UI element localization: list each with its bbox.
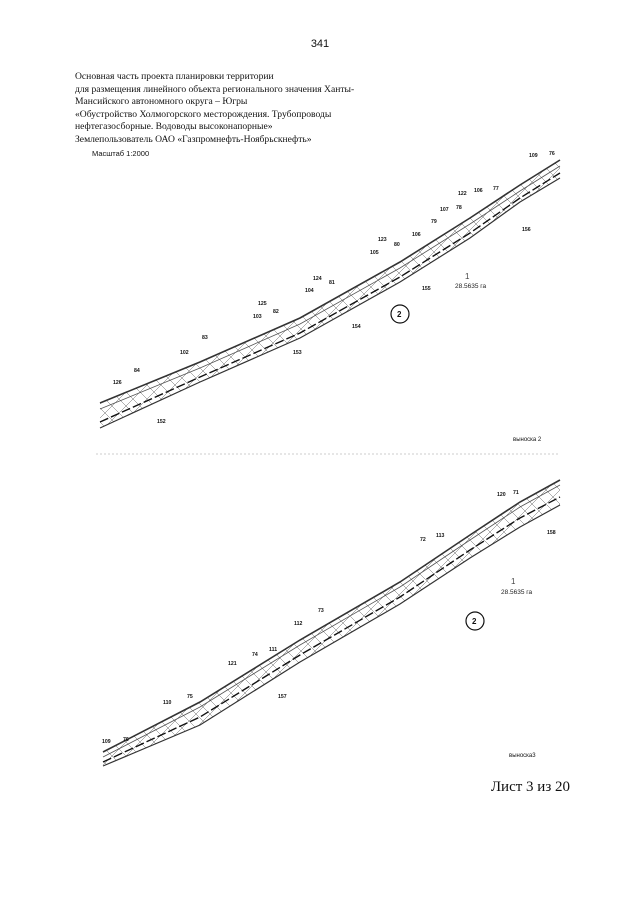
- point-label: 72: [420, 537, 426, 543]
- point-label: 77: [493, 186, 499, 192]
- point-label: 111: [269, 647, 278, 653]
- point-label: 120: [497, 492, 506, 498]
- point-label: 80: [394, 242, 400, 248]
- point-label: 153: [293, 350, 302, 356]
- area-number: 1: [465, 272, 470, 281]
- point-label: 71: [513, 490, 519, 496]
- callout-label: выноска 2: [513, 437, 542, 443]
- boundary-line: [100, 166, 560, 409]
- point-label: 104: [305, 288, 314, 294]
- area-value: 28.5635 га: [501, 589, 533, 596]
- header-line: Землепользователь ОАО «Газпромнефть-Ноябрьскнефть»: [75, 133, 312, 145]
- header-line: Основная часть проекта планировки территории: [75, 71, 274, 82]
- point-label: 106: [412, 232, 421, 238]
- map-panel-1: [96, 151, 560, 454]
- corridor-fill: [103, 480, 560, 766]
- area-number: 1: [511, 577, 516, 586]
- point-label: 113: [436, 533, 445, 539]
- point-label: 103: [253, 314, 262, 320]
- page-number: 341: [310, 38, 330, 50]
- point-label: 83: [202, 335, 208, 341]
- point-label: 123: [378, 237, 387, 243]
- point-label: 84: [134, 368, 140, 374]
- point-label: 112: [294, 621, 303, 627]
- point-label: 81: [329, 280, 335, 286]
- point-label: 76: [549, 151, 555, 157]
- point-label: 74: [252, 652, 258, 658]
- header-line: «Обустройство Холмогорского месторождения. Трубопроводы: [75, 108, 332, 120]
- point-label: 76: [123, 737, 129, 743]
- header-line: Мансийского автономного округа – Югры: [75, 96, 248, 107]
- map-panel-2: [102, 480, 560, 766]
- point-label: 156: [522, 227, 531, 233]
- point-label: 82: [273, 309, 279, 315]
- point-label: 110: [163, 700, 172, 706]
- callout-label: выноска3: [509, 753, 536, 759]
- corridor-fill: [100, 160, 560, 428]
- point-label: 121: [228, 661, 237, 667]
- boundary-line: [103, 480, 560, 752]
- header-line: нефтегазосборные. Водоводы высоконапорные»: [75, 121, 273, 132]
- point-label: 106: [474, 188, 483, 194]
- point-label: 105: [370, 250, 379, 256]
- point-label: 158: [547, 530, 556, 536]
- point-label: 78: [456, 205, 462, 211]
- section-marker-label: 2: [397, 310, 402, 319]
- area-value: 28.5635 га: [455, 283, 487, 290]
- point-label: 157: [278, 694, 287, 700]
- point-label: 155: [422, 286, 431, 292]
- point-label: 102: [180, 350, 189, 356]
- point-label: 109: [529, 153, 538, 159]
- point-label: 122: [458, 191, 467, 197]
- point-label: 109: [102, 739, 111, 745]
- section-marker-label: 2: [472, 617, 477, 626]
- point-label: 73: [318, 608, 324, 614]
- point-label: 126: [113, 380, 122, 386]
- point-label: 154: [352, 324, 361, 330]
- header-line: для размещения линейного объекта регионального значения Ханты-: [75, 83, 355, 95]
- point-label: 124: [313, 276, 322, 282]
- point-label: 75: [187, 694, 193, 700]
- point-label: 125: [258, 301, 267, 307]
- point-label: 152: [157, 419, 166, 425]
- scale-label: Масштаб 1:2000: [92, 149, 150, 158]
- point-label: 107: [440, 207, 449, 213]
- sheet-label: Лист 3 из 20: [490, 779, 570, 795]
- point-label: 79: [431, 219, 437, 225]
